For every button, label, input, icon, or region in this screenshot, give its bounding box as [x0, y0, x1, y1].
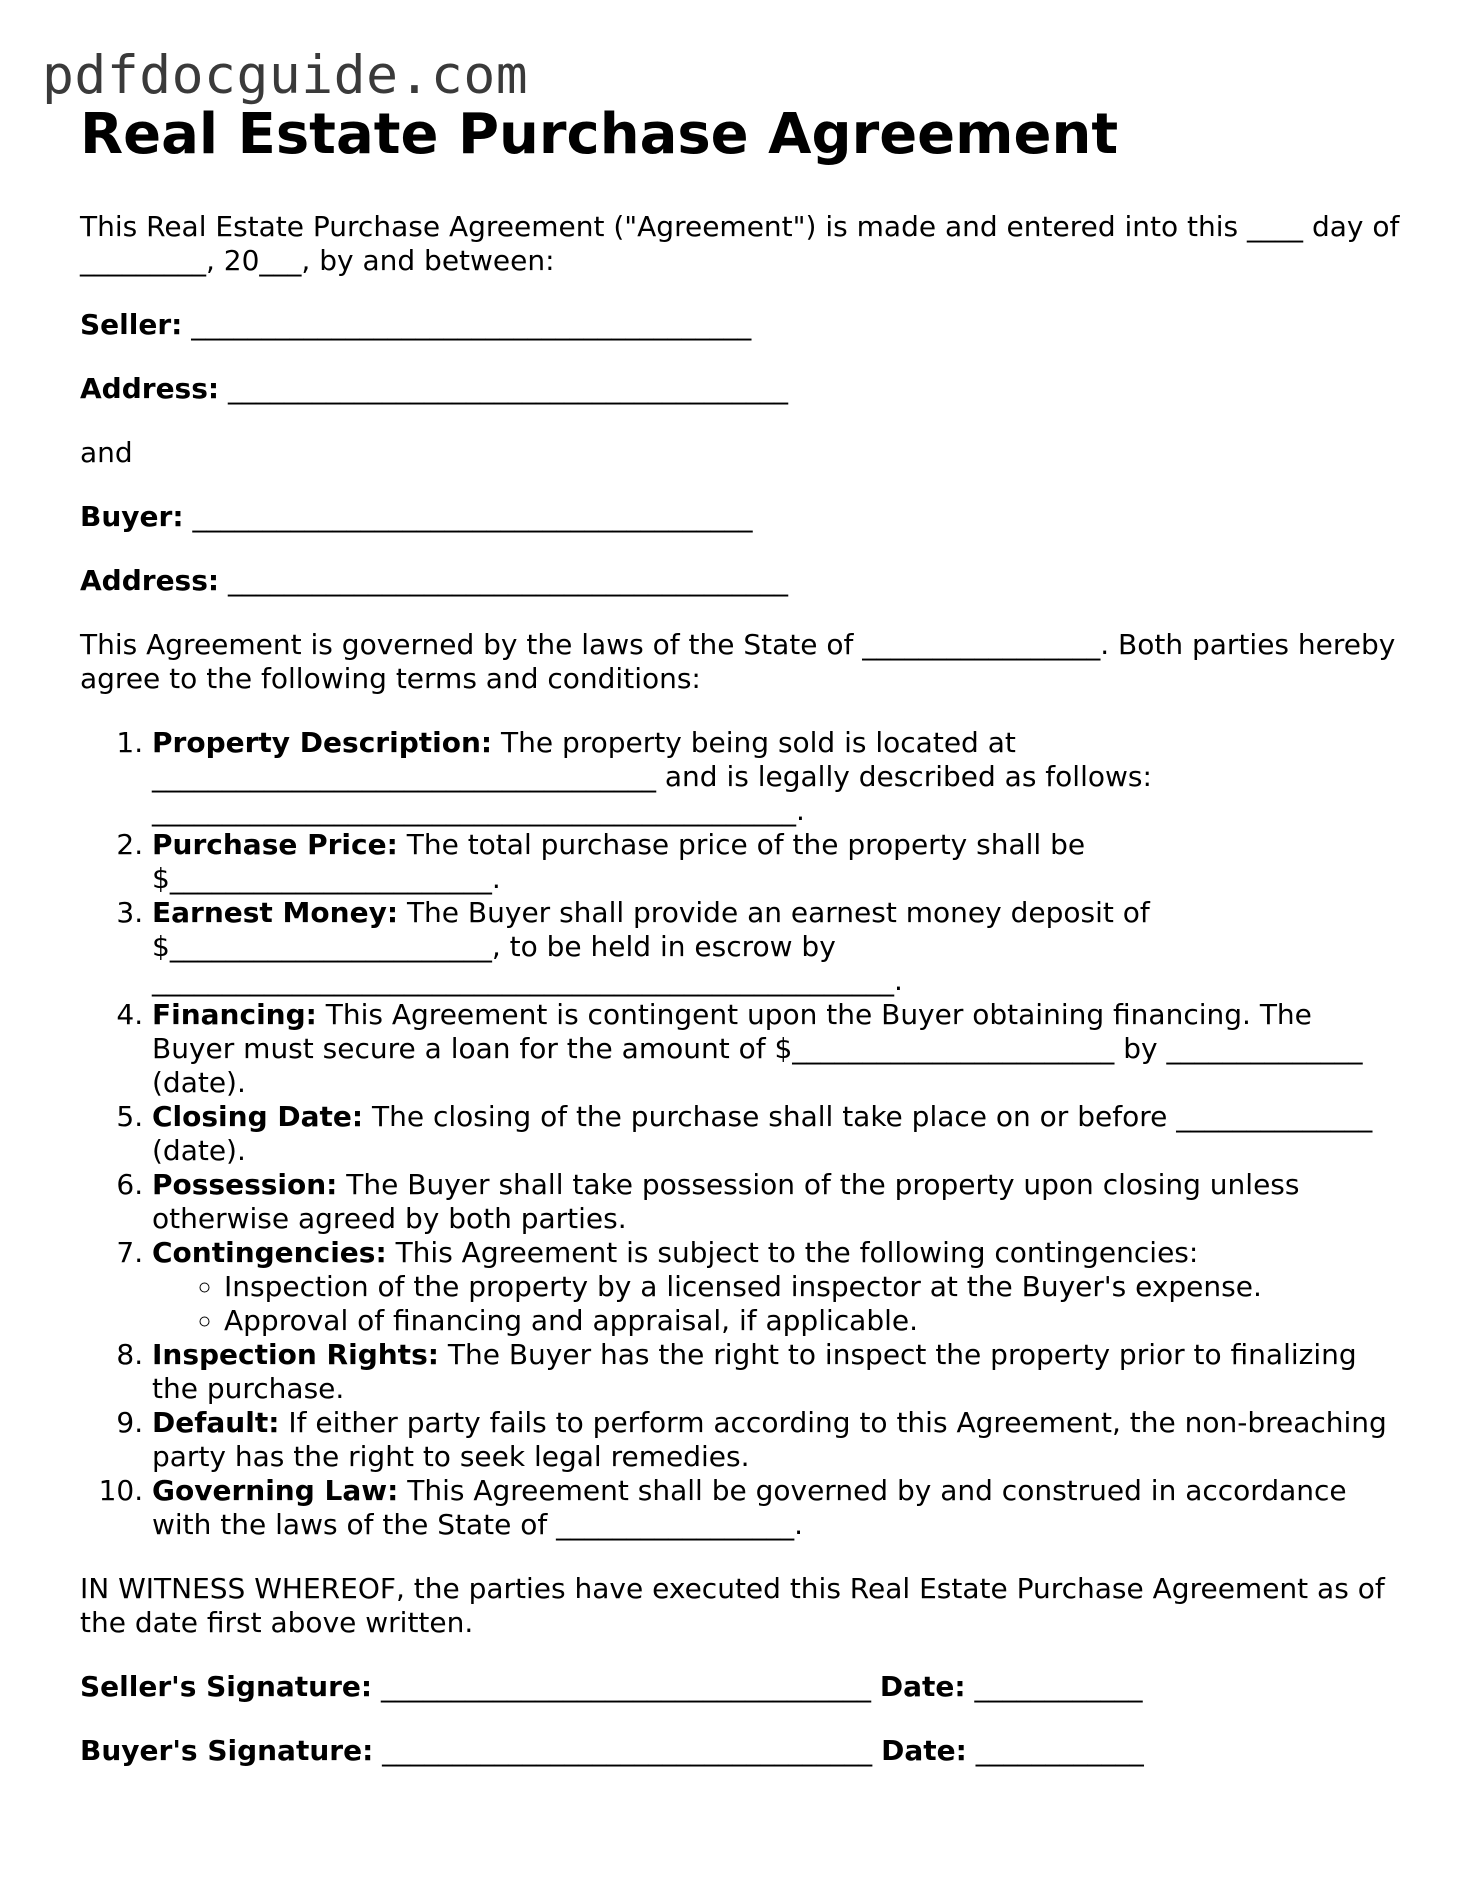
term-item	[152, 1338, 1400, 1406]
seller-label: Seller:	[80, 308, 183, 341]
term-text: If either party fails to perform according to this Agreement, the non-breaching party has the right to seek legal remedies.	[152, 1406, 1387, 1473]
governing-intro-paragraph: This Agreement is governed by the laws of the State of _________________. Both parties hereby agree to the following terms and conditions:	[80, 628, 1396, 695]
and-text: and	[80, 436, 133, 469]
buyer-date-line: ____________	[975, 1734, 1144, 1767]
seller-address-label: Address:	[80, 372, 220, 405]
contingency-item: ◦ Inspection of the property by a licensed inspector at the Buyer's expense.	[224, 1270, 1400, 1304]
seller-date-line: ____________	[974, 1670, 1143, 1703]
term-item	[152, 896, 1400, 998]
term-text: The closing of the purchase shall take place on or before ______________ (date).	[152, 1100, 1373, 1167]
document-title: Real Estate Purchase Agreement	[80, 102, 1119, 167]
buyer-date-label: Date:	[881, 1734, 967, 1767]
term-text: This Agreement shall be governed by and construed in accordance with the laws of the State of _________________.	[152, 1474, 1347, 1541]
term-item	[152, 726, 1400, 828]
seller-signature-row	[80, 1670, 1400, 1704]
term-item	[152, 1406, 1400, 1474]
term-text: The Buyer shall provide an earnest money deposit of $_______________________, to be held in escrow by _____________________________________________________.	[152, 896, 1150, 997]
term-text: The Buyer has the right to inspect the property prior to finalizing the purchase.	[152, 1338, 1357, 1405]
agreement-document	[80, 100, 1400, 1798]
term-label: Governing Law:	[152, 1474, 399, 1507]
term-item	[152, 828, 1400, 896]
term-label: Possession:	[152, 1168, 338, 1201]
term-item	[152, 1100, 1400, 1168]
term-text: The property being sold is located at ____________________________________ and is legally described as follows: ______________________________________________.	[152, 726, 1152, 827]
witness-paragraph: IN WITNESS WHEREOF, the parties have executed this Real Estate Purchase Agreement as of the date first above written.	[80, 1572, 1385, 1639]
contingencies-list	[152, 1270, 1400, 1338]
buyer-signature-label: Buyer's Signature:	[80, 1734, 374, 1767]
term-label: Closing Date:	[152, 1100, 364, 1133]
term-text: This Agreement is contingent upon the Buyer obtaining financing. The Buyer must secure a loan for the amount of $_______________________ by ______________ (date).	[152, 998, 1363, 1099]
seller-line: ________________________________________	[191, 308, 752, 341]
seller-signature-label: Seller's Signature:	[80, 1670, 373, 1703]
term-item	[152, 998, 1400, 1100]
seller-address-field	[80, 372, 1400, 406]
contingency-item: ◦ Approval of financing and appraisal, if applicable.	[224, 1304, 1400, 1338]
term-label: Financing:	[152, 998, 317, 1031]
term-label: Property Description:	[152, 726, 493, 759]
watermark-text: pdfdocguide.com	[42, 45, 529, 106]
term-text: The Buyer shall take possession of the property upon closing unless otherwise agreed by both parties.	[152, 1168, 1300, 1235]
term-text: The total purchase price of the property shall be $_______________________.	[152, 828, 1086, 895]
buyer-label: Buyer:	[80, 500, 184, 533]
buyer-signature-line: ___________________________________	[382, 1734, 873, 1767]
term-label: Contingencies:	[152, 1236, 387, 1269]
term-item	[152, 1168, 1400, 1236]
term-label: Earnest Money:	[152, 896, 399, 929]
term-label: Purchase Price:	[152, 828, 398, 861]
intro-paragraph: This Real Estate Purchase Agreement ("Agreement") is made and entered into this ____ day of _________, 20___, by and between:	[80, 210, 1400, 277]
buyer-field	[80, 500, 1400, 534]
seller-field	[80, 308, 1400, 342]
term-text: This Agreement is subject to the following contingencies:	[395, 1236, 1199, 1269]
buyer-address-label: Address:	[80, 564, 220, 597]
terms-list	[80, 726, 1400, 1542]
seller-date-label: Date:	[879, 1670, 966, 1703]
term-label: Inspection Rights:	[152, 1338, 439, 1371]
seller-signature-line: ___________________________________	[381, 1670, 871, 1703]
term-item	[152, 1474, 1400, 1542]
term-label: Default:	[152, 1406, 280, 1439]
buyer-address-line: ________________________________________	[228, 564, 788, 597]
term-item	[152, 1236, 1400, 1338]
seller-address-line: ________________________________________	[228, 372, 788, 405]
buyer-line: ________________________________________	[192, 500, 753, 533]
buyer-signature-row	[80, 1734, 1400, 1768]
buyer-address-field	[80, 564, 1400, 598]
